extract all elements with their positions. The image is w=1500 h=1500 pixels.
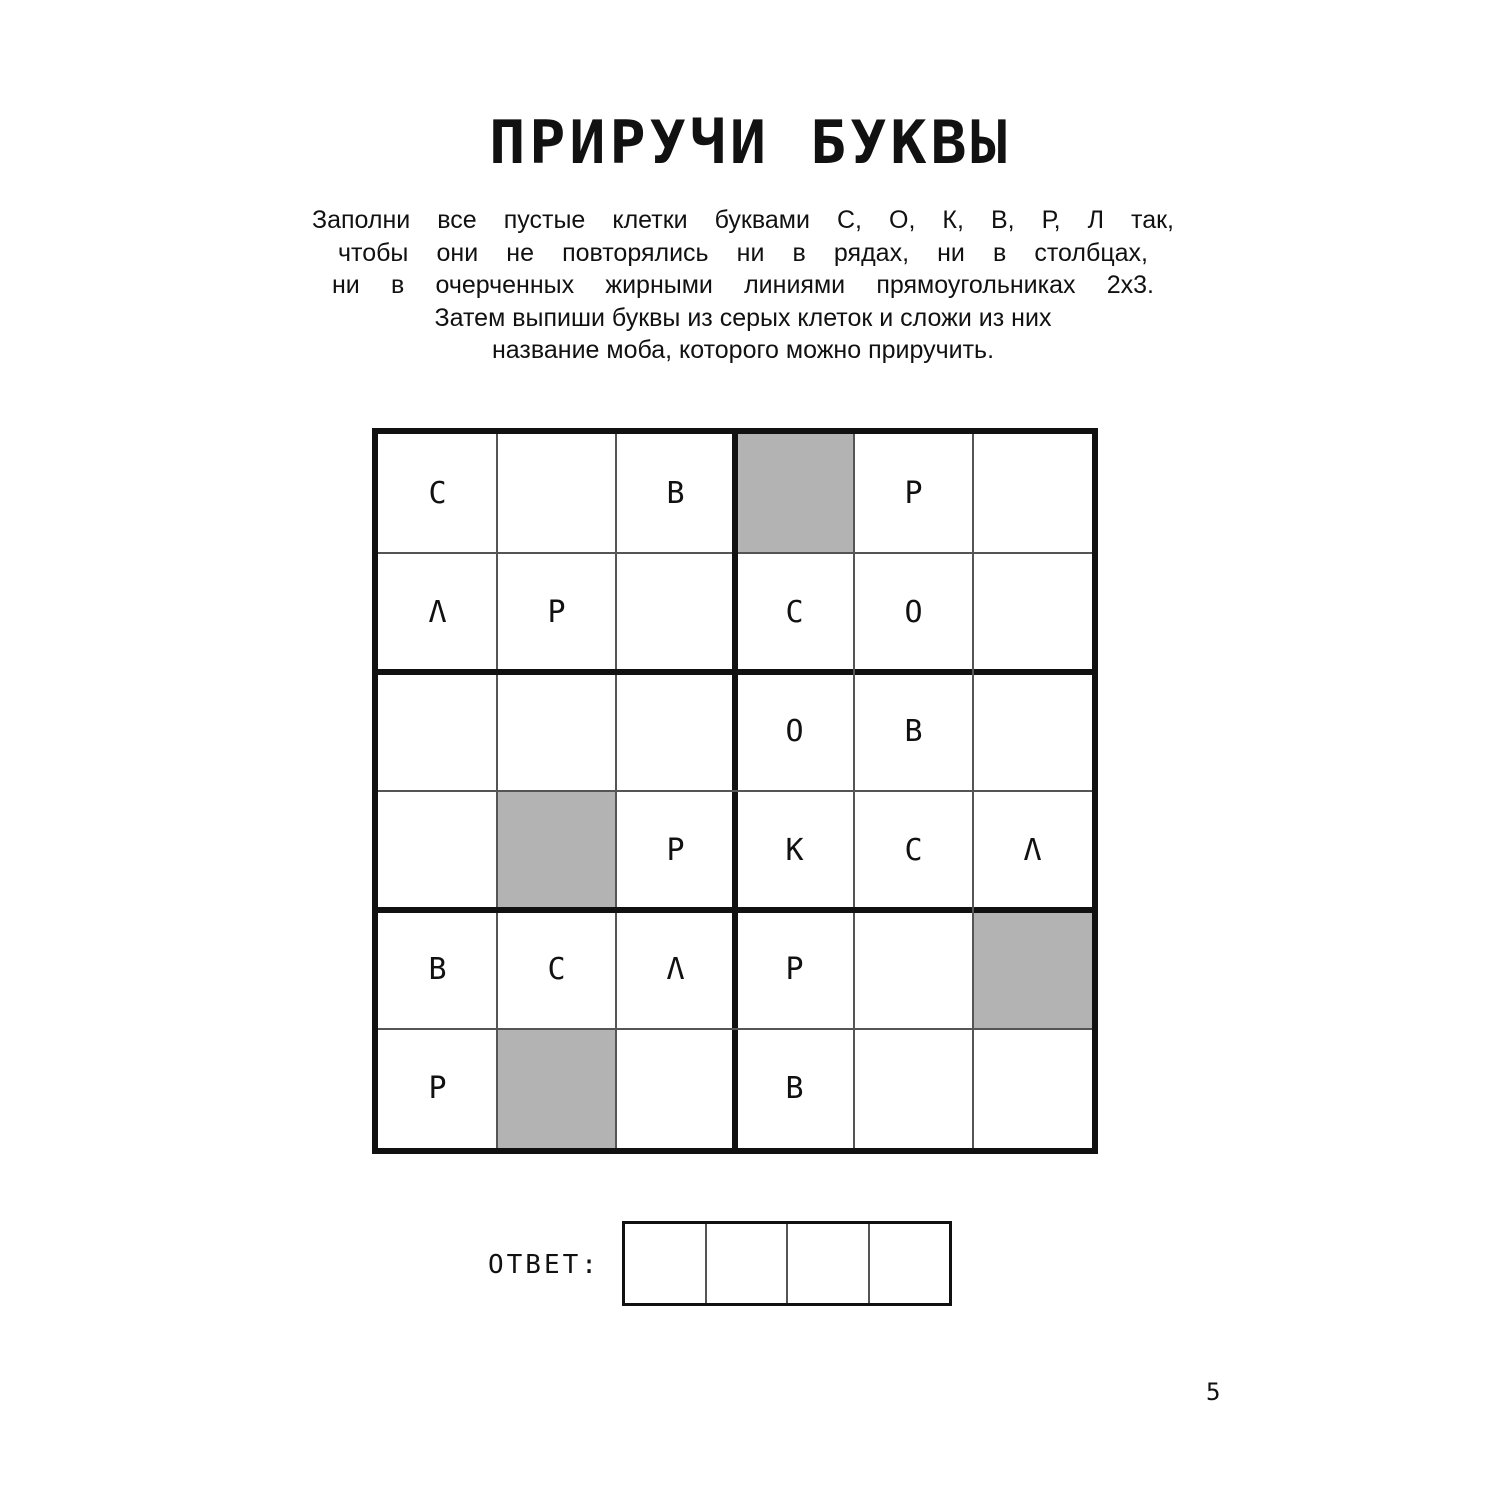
cell-letter: С xyxy=(428,476,447,511)
cell-letter: Р xyxy=(785,952,804,987)
grid-cell xyxy=(378,553,497,672)
grid-cell[interactable] xyxy=(497,434,616,553)
answer-slot[interactable] xyxy=(625,1224,707,1303)
cell-letter: Р xyxy=(904,476,923,511)
instructions xyxy=(312,204,1174,367)
grid-cell xyxy=(854,791,973,910)
page-title: ПРИРУЧИ БУКВЫ xyxy=(489,108,1011,178)
grid-cell xyxy=(378,434,497,553)
instruction-line: название моба, которого можно приручить. xyxy=(491,336,995,364)
instruction-line: Затем выпиши буквы из серых клеток и сложи из них xyxy=(434,303,1052,332)
answer-box xyxy=(622,1221,952,1306)
grid-cell xyxy=(497,910,616,1029)
grid-cell-shaded[interactable] xyxy=(973,910,1092,1029)
cell-letter: Λ xyxy=(666,952,685,987)
instruction-line: Заполни все пустые клетки буквами С, О, К, В, Р, Л так, xyxy=(312,206,1174,234)
grid-cell xyxy=(378,910,497,1029)
grid-cell xyxy=(854,672,973,791)
cell-letter: Р xyxy=(547,595,566,630)
grid-cell-shaded[interactable] xyxy=(497,791,616,910)
grid-cell xyxy=(735,791,854,910)
answer-slot[interactable] xyxy=(707,1224,789,1303)
grid-cell xyxy=(616,434,735,553)
grid-cell[interactable] xyxy=(378,791,497,910)
cell-letter: О xyxy=(785,714,804,749)
puzzle-grid xyxy=(372,428,1098,1154)
cell-letter: В xyxy=(785,1071,804,1106)
grid-cell[interactable] xyxy=(973,553,1092,672)
grid-line xyxy=(378,790,1092,792)
cell-letter: Р xyxy=(666,833,685,868)
cell-letter: В xyxy=(428,952,447,987)
grid-cell[interactable] xyxy=(973,434,1092,553)
answer-label: ОТВЕТ: xyxy=(488,1250,600,1280)
grid-cell xyxy=(497,553,616,672)
grid-cell[interactable] xyxy=(973,672,1092,791)
grid-cell xyxy=(378,1029,497,1148)
grid-cell[interactable] xyxy=(616,553,735,672)
grid-line xyxy=(853,434,855,1148)
grid-cell xyxy=(854,434,973,553)
grid-cell[interactable] xyxy=(854,1029,973,1148)
grid-cell xyxy=(735,672,854,791)
answer-slot[interactable] xyxy=(870,1224,950,1303)
cell-letter: В xyxy=(666,476,685,511)
cell-letter: С xyxy=(785,595,804,630)
cell-letter: С xyxy=(904,833,923,868)
cell-letter: Р xyxy=(428,1071,447,1106)
cell-letter: В xyxy=(904,714,923,749)
grid-cell[interactable] xyxy=(616,672,735,791)
grid-cell xyxy=(973,791,1092,910)
grid-cell[interactable] xyxy=(497,672,616,791)
grid-cell xyxy=(735,910,854,1029)
grid-cell[interactable] xyxy=(854,910,973,1029)
cell-letter: С xyxy=(547,952,566,987)
cell-letter: К xyxy=(785,833,804,868)
grid-cell xyxy=(854,553,973,672)
instruction-line: ни в очерченных жирными линиями прямоугольниках 2х3. xyxy=(332,271,1154,299)
cell-letter: О xyxy=(904,595,923,630)
grid-cell[interactable] xyxy=(378,672,497,791)
grid-cell xyxy=(735,553,854,672)
cell-letter: Λ xyxy=(1023,833,1042,868)
grid-cell xyxy=(616,791,735,910)
grid-cell-shaded[interactable] xyxy=(497,1029,616,1148)
cell-letter: Λ xyxy=(428,595,447,630)
grid-cell xyxy=(616,910,735,1029)
answer-slot[interactable] xyxy=(788,1224,870,1303)
page-number: 5 xyxy=(1206,1378,1221,1406)
grid-line xyxy=(972,434,974,1148)
grid-cell-shaded[interactable] xyxy=(735,434,854,553)
instruction-line: чтобы они не повторялись ни в рядах, ни в столбцах, xyxy=(338,238,1148,267)
grid-cell[interactable] xyxy=(616,1029,735,1148)
grid-cell xyxy=(735,1029,854,1148)
grid-block-divider xyxy=(378,907,1092,913)
grid-cell[interactable] xyxy=(973,1029,1092,1148)
grid-line xyxy=(378,1028,1092,1030)
